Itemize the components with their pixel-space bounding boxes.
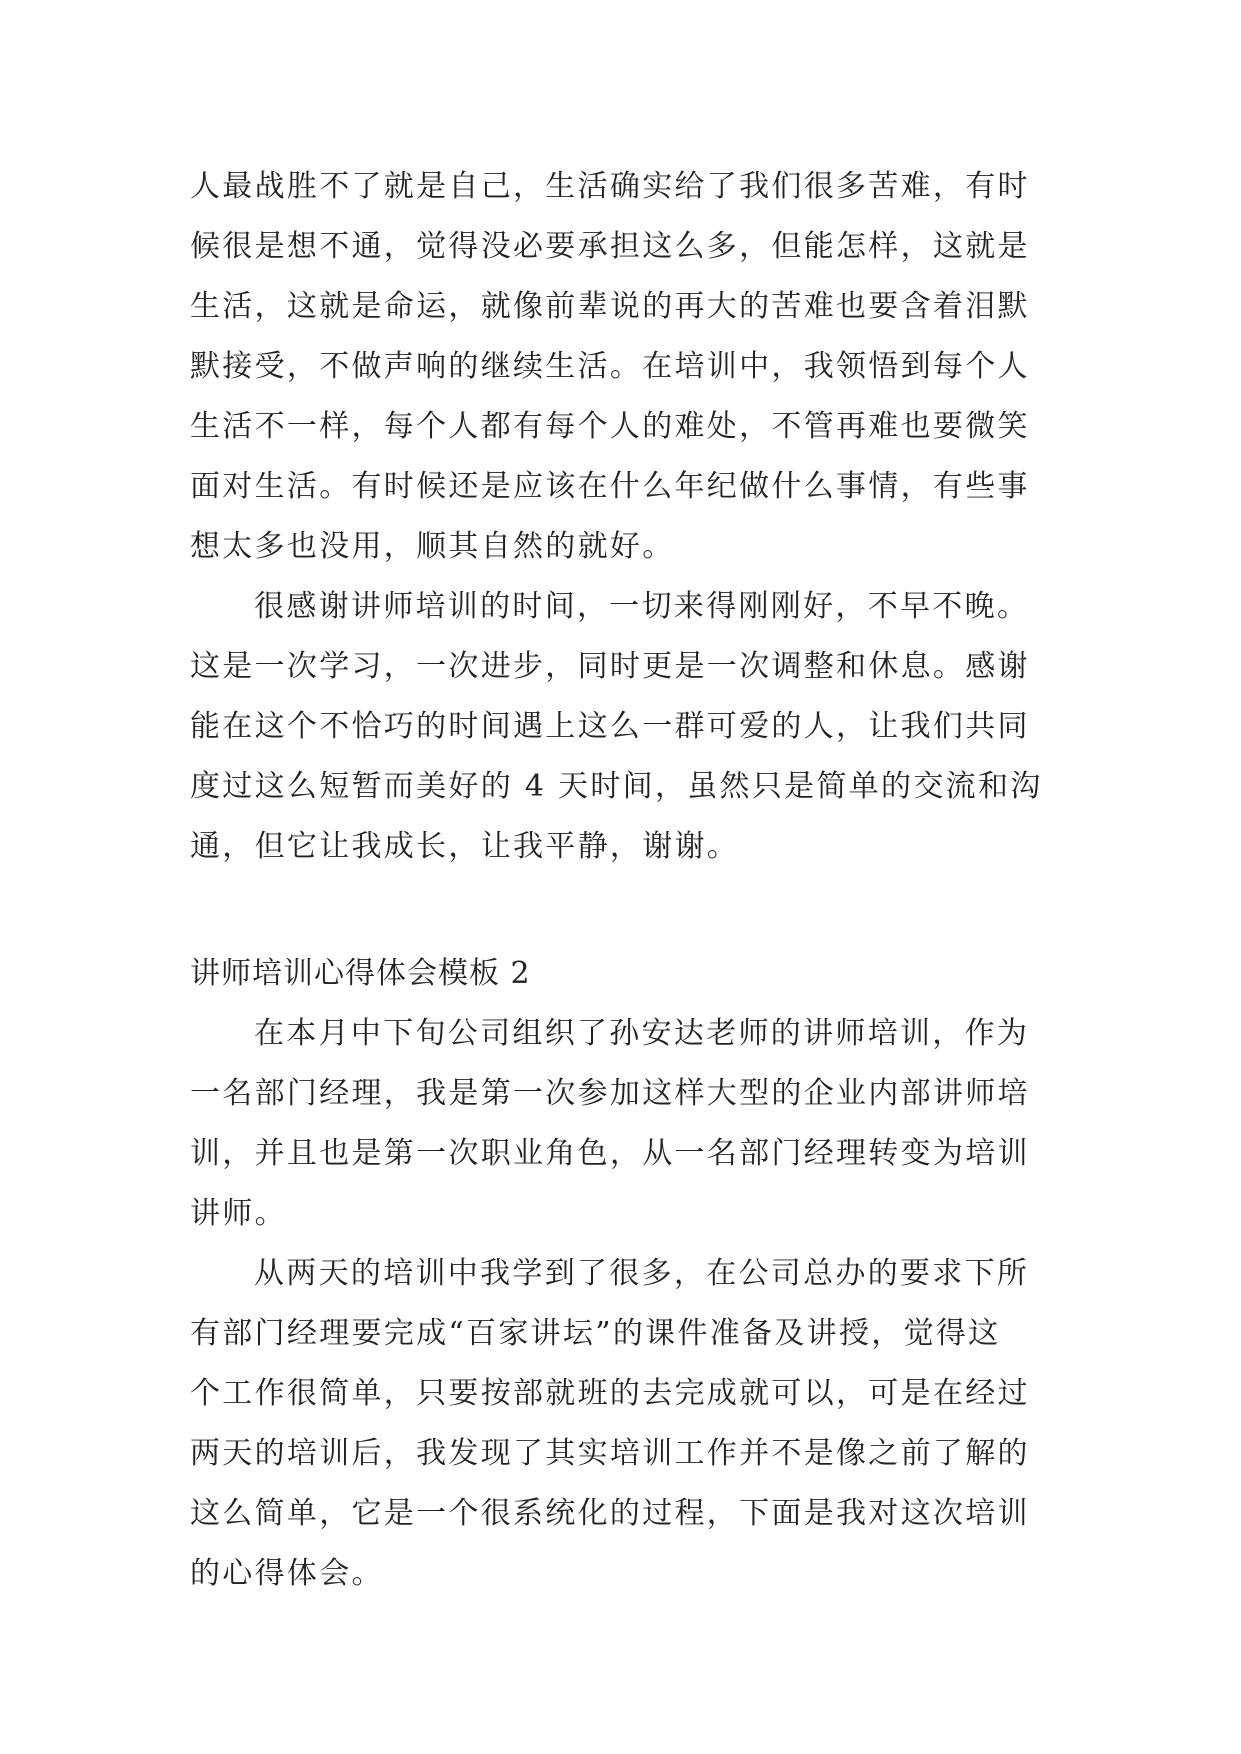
text-line: 训，并且也是第一次职业角色，从一名部门经理转变为培训 <box>190 1136 1030 1171</box>
text-line: 一名部门经理，我是第一次参加这样大型的企业内部讲师培 <box>190 1076 1030 1111</box>
text-line: 讲师。 <box>190 1196 287 1231</box>
text-line: 度过这么短暂而美好的 4 天时间，虽然只是简单的交流和沟 <box>190 769 1043 804</box>
text-line: 想太多也没用，顺其自然的就好。 <box>190 529 675 564</box>
text-line: 能在这个不恰巧的时间遇上这么一群可爱的人，让我们共同 <box>190 709 1030 744</box>
text-line: 候很是想不通，觉得没必要承担这么多，但能怎样，这就是 <box>190 229 1030 264</box>
paragraph-3 <box>190 1004 1080 1244</box>
text-line: 很感谢讲师培训的时间，一切来得刚刚好，不早不晚。 <box>254 589 1030 624</box>
paragraph-1 <box>190 157 1080 577</box>
text-line: 在本月中下旬公司组织了孙安达老师的讲师培训，作为 <box>254 1016 1030 1051</box>
text-line: 两天的培训后，我发现了其实培训工作并不是像之前了解的 <box>190 1436 1030 1471</box>
section-title: 讲师培训心得体会模板 2 <box>190 956 531 991</box>
text-line: 生活，这就是命运，就像前辈说的再大的苦难也要含着泪默 <box>190 289 1030 324</box>
text-line: 从两天的培训中我学到了很多，在公司总办的要求下所 <box>254 1256 1030 1291</box>
text-line: 面对生活。有时候还是应该在什么年纪做什么事情，有些事 <box>190 469 1030 504</box>
document-body <box>190 157 1080 1604</box>
text-line: 默接受，不做声响的继续生活。在培训中，我领悟到每个人 <box>190 349 1030 384</box>
text-line: 通，但它让我成长，让我平静，谢谢。 <box>190 829 740 864</box>
text-line: 有部门经理要完成“百家讲坛”的课件准备及讲授，觉得这 <box>190 1316 1001 1351</box>
text-line: 生活不一样，每个人都有每个人的难处，不管再难也要微笑 <box>190 409 1030 444</box>
section-spacer <box>190 877 1080 944</box>
text-line: 这么简单，它是一个很系统化的过程，下面是我对这次培训 <box>190 1496 1030 1531</box>
text-line: 这是一次学习，一次进步，同时更是一次调整和休息。感谢 <box>190 649 1030 684</box>
text-line: 的心得体会。 <box>190 1556 384 1591</box>
text-line: 人最战胜不了就是自己，生活确实给了我们很多苦难，有时 <box>190 169 1030 204</box>
paragraph-2 <box>190 577 1080 877</box>
text-line: 个工作很简单，只要按部就班的去完成就可以，可是在经过 <box>190 1376 1030 1411</box>
paragraph-4 <box>190 1244 1080 1604</box>
